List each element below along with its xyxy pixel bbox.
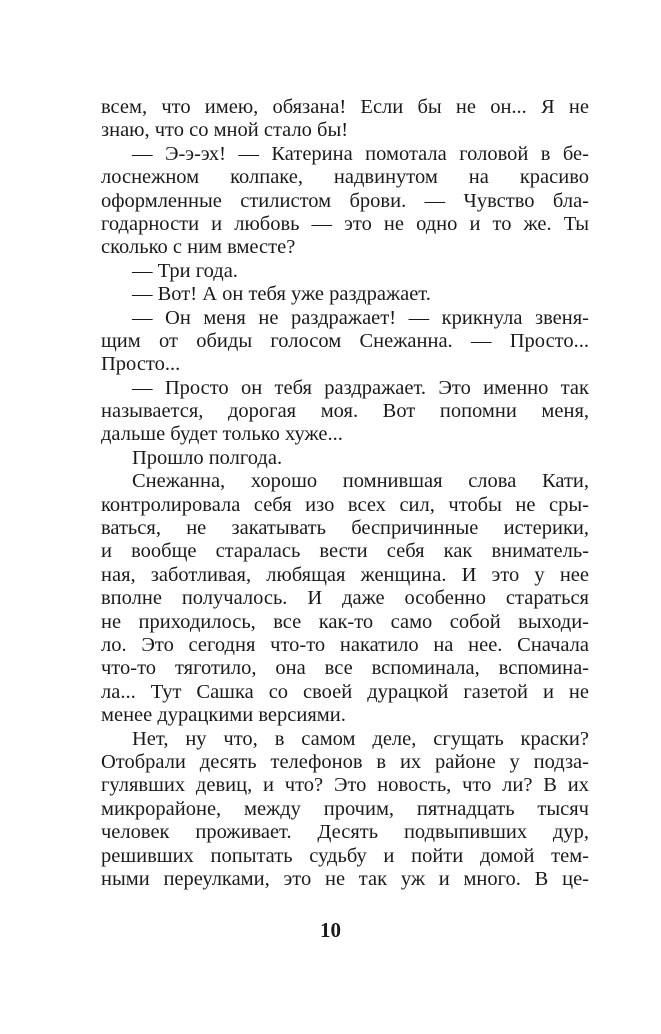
text-line: человек проживает. Десять подвыпивших дур, [101,821,589,844]
text-line: ными переулками, это не так уж и много. В це- [101,867,589,890]
text-line: вполне получалось. И даже особенно стараться [101,587,589,610]
text-line: оформленные стилистом брови. — Чувство бла- [101,189,589,212]
text-line: — Три года. [132,259,238,282]
text-line: Отобрали десять телефонов в их районе у подза- [101,750,589,773]
text-line: менее дурацкими версиями. [101,704,346,727]
text-line: сколько с ним вместе? [101,236,296,259]
text-line: — Вот! А он тебя уже раздражает. [132,283,431,306]
page-number: 10 [320,918,341,942]
text-line: называется, дорогая моя. Вот попомни меня, [101,400,589,423]
text-line: щим от обиды голосом Снежанна. — Просто... [101,329,589,352]
book-page-text [101,96,589,891]
text-line: контролировала себя изо всех сил, чтобы не сры- [101,493,589,516]
text-line: — Просто он тебя раздражает. Это именно так [132,376,589,399]
text-line: ла... Тут Сашка со своей дурацкой газетой и не [101,680,589,703]
text-line: ная, заботливая, любящая женщина. И это у нее [101,563,589,586]
text-line: что-то тяготило, она все вспоминала, вспомина- [101,657,589,680]
text-line: не приходилось, все как-то само собой выходи- [101,610,589,633]
text-line: ло. Это сегодня что-то накатило на нее. Сначала [101,633,589,656]
text-line: и вообще старалась вести себя как вниматель- [101,540,589,563]
text-line: знаю, что со мной стало бы! [101,119,349,142]
text-line: Снежанна, хорошо помнившая слова Кати, [132,470,589,493]
text-line: ваться, не закатывать беспричинные истерики, [101,517,589,540]
text-line: Прошло полгода. [132,446,283,469]
text-line: гулявших девиц, и что? Это новость, что ли? В их [101,774,589,797]
text-line: Нет, ну что, в самом деле, сгущать краски? [132,727,589,750]
text-line: годарности и любовь — это не одно и то же. Ты [101,212,589,235]
text-line: Просто... [101,353,181,376]
text-line: всем, что имею, обязана! Если бы не он... Я не [101,96,589,118]
text-line: решивших попытать судьбу и пойти домой тем- [101,844,589,867]
text-line: — Э-э-эх! — Катерина помотала головой в бе- [132,142,589,165]
text-line: лоснежном колпаке, надвинутом на красиво [101,166,589,189]
text-line: — Он меня не раздражает! — крикнула звеня- [132,306,589,329]
text-line: микрорайоне, между прочим, пятнадцать тысяч [101,797,589,820]
text-line: дальше будет только хуже... [101,423,343,446]
